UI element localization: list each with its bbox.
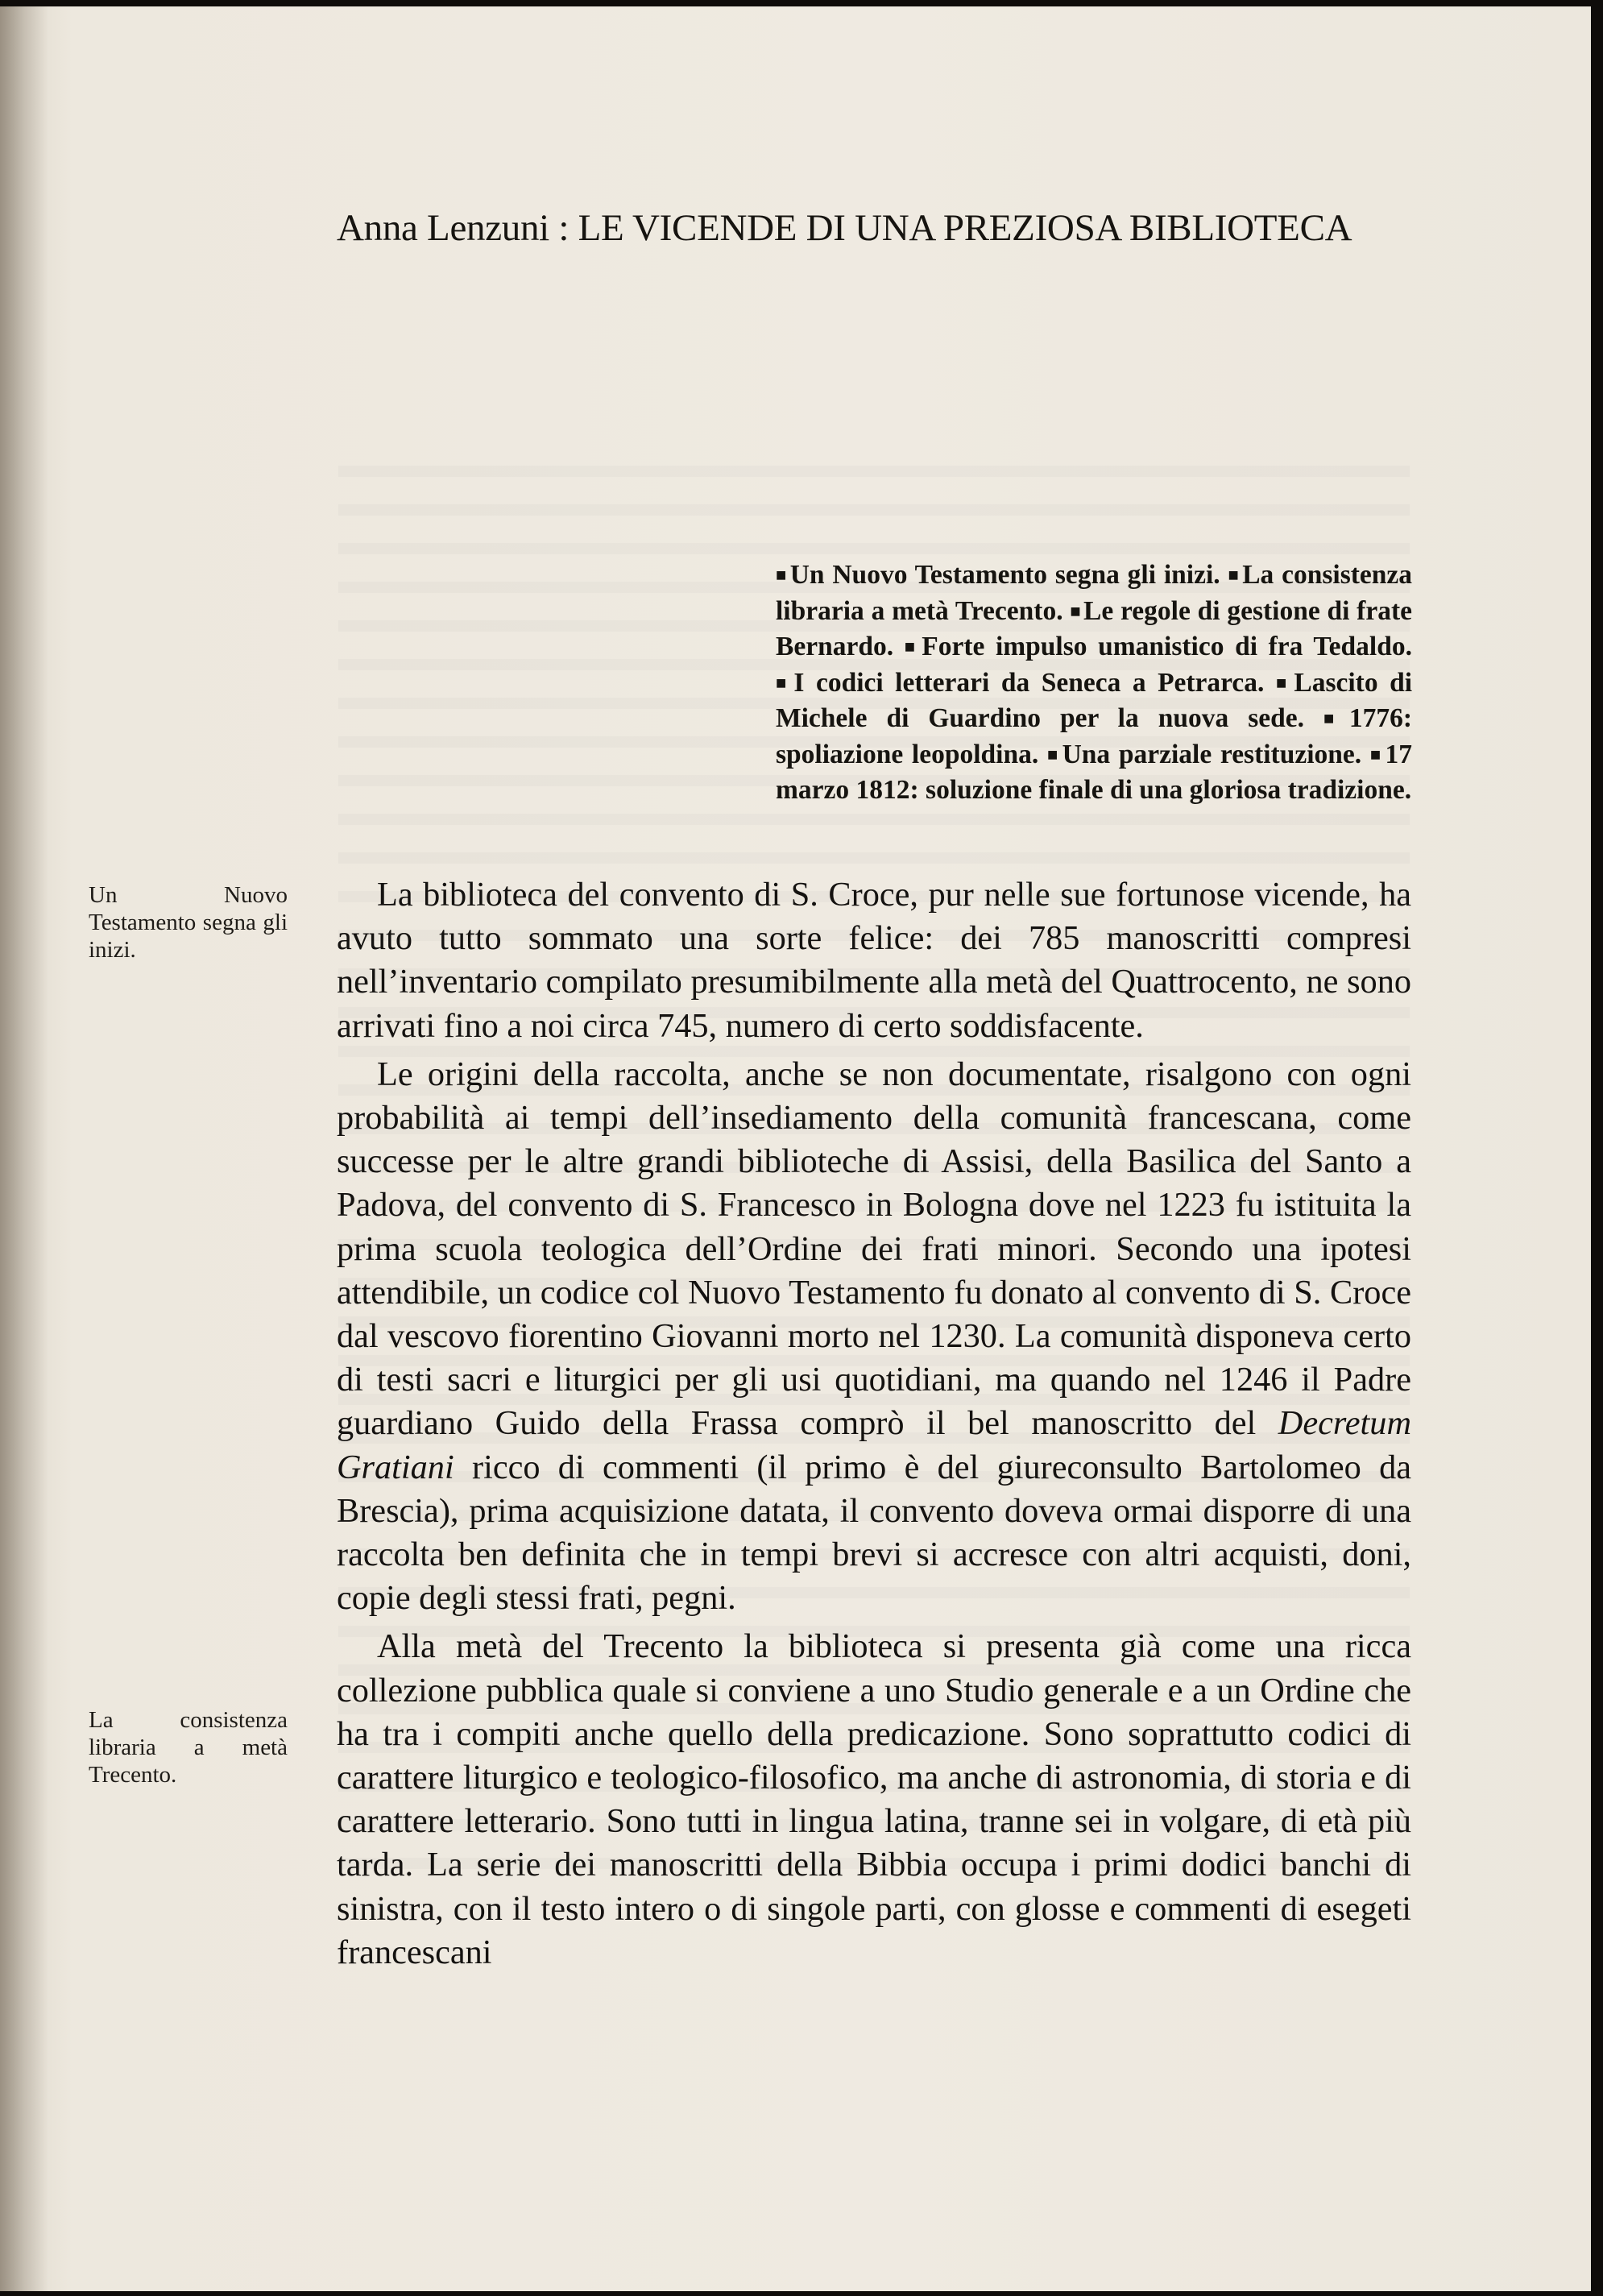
square-bullet-icon: ■	[1046, 744, 1060, 765]
body-text	[337, 873, 1411, 1975]
summary-item: Lascito di Michele di Guardino per la nuova sede.	[776, 667, 1413, 733]
paragraph-3: Alla metà del Trecento la biblioteca si presenta già come una ricca collezione pubblica quale si conviene a uno Studio generale e a un Ordine che ha tra i compiti anche quello della predicazione. Sono soprattutto codici di carattere liturgico e teologico-filosofico, ma anche di astronomia, di storia e di carattere letterario. Sono tutti in lingua latina, tranne sei in volgare, di età più tarda. La serie dei manoscritti della Bibbia occupa i primi dodici banchi di sinistra, con il testo intero o di singole parti, con glosse e commenti di esegeti francescani	[337, 1627, 1411, 1971]
header-author: Anna Lenzuni	[337, 207, 549, 249]
margin-note-2: La consistenza libraria a metà Trecento.	[89, 1707, 288, 1788]
header-title: LE VICENDE DI UNA PREZIOSA BIBLIOTECA	[578, 207, 1352, 249]
summary-item: 1776: spoliazione leopoldina.	[776, 703, 1413, 769]
running-header	[337, 206, 1352, 250]
margin-note-1: Un Nuovo Testamento segna gli inizi.	[89, 882, 288, 963]
summary-item: Un Nuovo Testamento segna gli inizi.	[789, 560, 1220, 590]
square-bullet-icon: ■	[1228, 565, 1241, 585]
summary-item: Le regole di gestione di frate Bernardo.	[776, 595, 1412, 661]
book-title-italic: Decretum Gratiani	[337, 1404, 1411, 1486]
book-page	[0, 6, 1591, 2291]
paragraph-2-end: ricco di commenti (il primo è del giureconsulto Bartolomeo da Brescia), prima acquisizione datata, il convento doveva ormai disporre di una raccolta ben definita che in tempi brevi si accresce con altri acquisti, doni, copie degli stessi frati, pegni.	[337, 1448, 1411, 1618]
summary-item: Forte impulso umanistico di fra Tedaldo.	[922, 632, 1412, 661]
paragraph-2	[337, 1053, 1411, 1621]
square-bullet-icon: ■	[904, 636, 920, 657]
summary-item: Una parziale restituzione.	[1062, 739, 1362, 769]
header-separator: :	[549, 207, 578, 249]
spine-shadow	[0, 6, 48, 2291]
square-bullet-icon: ■	[776, 565, 788, 585]
square-bullet-icon: ■	[1369, 744, 1383, 765]
summary-item: I codici letterari da Seneca a Petrarca.	[793, 667, 1265, 698]
chapter-summary	[776, 557, 1412, 809]
paragraph-2-start: Le origini della raccolta, anche se non documentate, risalgono con ogni probabilità ai tempi dell’insediamento della comunità francescana, come successe per le altre grandi biblioteche di Assisi, della Basilica del Santo a Padova, del convento di S. Francesco in Bologna dove nel 1223 fu istituita la prima scuola teologica dell’Ordine dei frati minori. Secondo una ipotesi attendibile, un codice col Nuovo Testamento fu donato al convento di S. Croce dal vescovo fiorentino Giovanni morto nel 1230. La comunità disponeva certo di testi sacri e liturgici per gli usi quotidiani, ma quando nel 1246 il Padre guardiano Guido della Frassa comprò il bel manoscritto del	[337, 1055, 1411, 1443]
square-bullet-icon: ■	[776, 672, 792, 693]
square-bullet-icon: ■	[1275, 672, 1292, 693]
square-bullet-icon: ■	[1323, 708, 1347, 728]
square-bullet-icon: ■	[1070, 600, 1082, 621]
summary-item: La consistenza libraria a metà Trecento.	[776, 560, 1413, 626]
paragraph-1: La biblioteca del convento di S. Croce, pur nelle sue fortunose vicende, ha avuto tutto sommato una sorte felice: dei 785 manoscritti compresi nell’inventario compilato presumibilmente alla metà del Quattrocento, ne sono arrivati fino a noi circa 745, numero di certo soddisfacente.	[337, 876, 1411, 1045]
summary-item: 17 marzo 1812: soluzione finale di una gloriosa tradizione.	[776, 739, 1412, 805]
